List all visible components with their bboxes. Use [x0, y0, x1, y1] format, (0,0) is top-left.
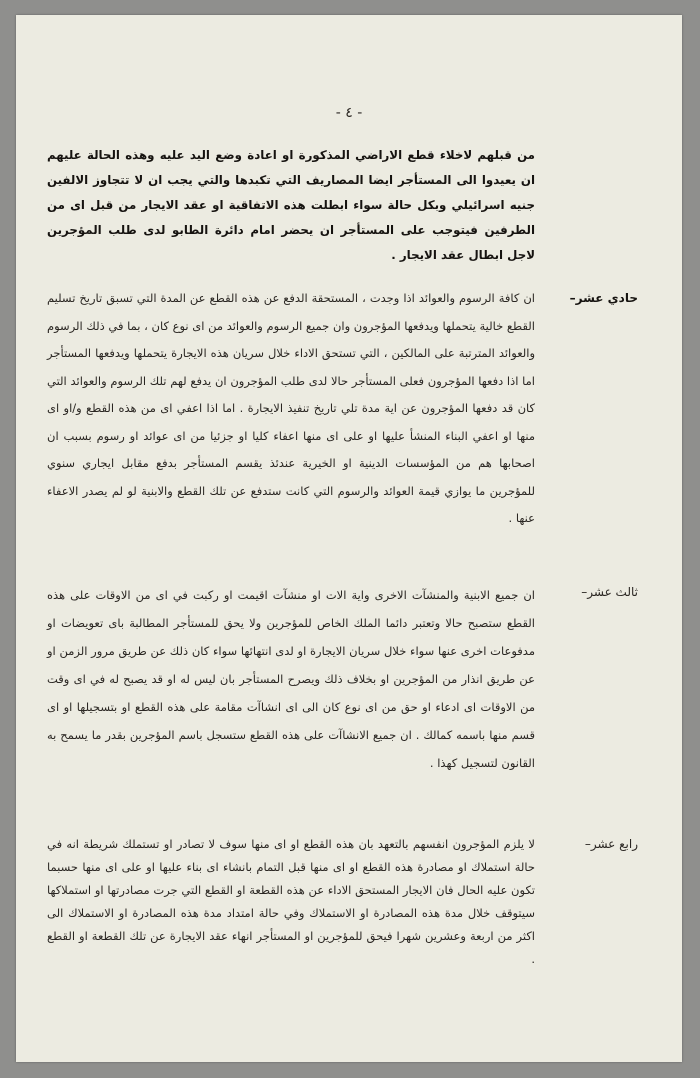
clause-dash: –: [584, 837, 591, 851]
clause-label-text: حادي عشر: [575, 291, 638, 305]
clause-label-eleventh: [538, 291, 638, 305]
clause-thirteenth: [47, 581, 535, 777]
clause-dash: –: [569, 291, 576, 305]
intro-paragraph: [47, 143, 535, 268]
page-number: - ٤ -: [335, 105, 363, 121]
clause-fourteenth: [47, 833, 535, 971]
document-page: [16, 15, 682, 1062]
clause-label-thirteenth: [538, 585, 638, 599]
clause-label-fourteenth: [538, 837, 638, 851]
clause-eleventh: [47, 285, 535, 533]
clause-label-text: ثالث عشر: [587, 585, 638, 599]
clause-text: لا يلزم المؤجرون انفسهم بالتعهد بان هذه القطع او اى منها سوف لا تصادر او تستملك شريطة انه في حالة استملاك او مصادرة هذه القطع او اى منها قبل التمام بانشاء اى بناء عليها او على اى منها حسبما تكون عليه الحال فان الايجار المستحق الاداء عن هذه القطعة او القطع التي جرت مصادرتها او استملاكها سيتوقف خلال مدة هذه المصادرة او الاستملاك وفي حالة امتداد مدة هذه المصادرة او الاستملاك الى اكثر من اربعة وعشرين شهرا فيحق للمؤجرين او المستأجر انهاء عقد الايجارة عن تلك القطعة او القطع .: [47, 837, 535, 966]
clause-dash: –: [581, 585, 588, 599]
clause-text: ان كافة الرسوم والعوائد اذا وجدت ، المستحقة الدفع عن هذه القطع عن المدة التي تسبق تاريخ تسليم القطع خالية يتحملها ويدفعها المؤجرون وان جميع الرسوم والعوائد من اى نوع كان ، بما في ذلك الرسوم والعوائد المترتبة على المالكين ، التي تستحق الاداء خلال سريان هذه الايجارة يتحملها ويدفعها المستأجر اما اذا دفعها المؤجرون فعلى المستأجر حالا لدى طلب المؤجرون ان يدفع لهم تلك الرسوم والعوائد التي كان قد دفعها المؤجرون عن اية مدة تلي تاريخ تنفيذ الايجارة . اما اذا اعفي اى من هذه القطع و/او اى منها او اعفي البناء المنشأ عليها او على اى منها اعفاء كليا او جزئيا من اى عوائد او رسوم بسبب ان اصحابها هم من المؤسسات الدينية او الخيرية عندئذ يقسم المستأجر بدفع مقابل ايجاري سنوي للمؤجرين ما يوازي قيمة العوائد والرسوم التي كانت ستدفع عن تلك القطع والابنية لو لم يصدر الاعفاء عنها .: [47, 291, 535, 525]
clause-text: ان جميع الابنية والمنشآت الاخرى واية الات او منشآت اقيمت او ركبت في اى من الاوقات على هذه القطع ستصبح حالا وتعتبر دائما الملك الخاص للمؤجرين ولا يحق للمستأجر المطالبة باى تعويضات او مدفوعات اخرى عنها سواء خلال سريان الايجارة او لدى انتهائها سواء كان ذلك عن طريق مرور الزمن او عن طريق انذار من المؤجرين او بخلاف ذلك ويصرح المستأجر بان ليس له او قد يصبح له في اى وقت من الاوقات اى ادعاء او حق من اى نوع كان الى اى انشاآت مقامة على هذه القطع او بتسجيلها او اى قسم منها باسمه كمالك . ان جميع الانشاآت على هذه القطع ستسجل باسم المؤجرين بقدر ما يسمح به القانون لتسجيل كهذا .: [47, 588, 535, 770]
clause-label-text: رابع عشر: [590, 837, 638, 851]
intro-paragraph-text: من قبلهم لاخلاء قطع الاراضي المذكورة او اعادة وضع اليد عليه وهذه الحالة عليهم ان يعيدوا الى المستأجر ايضا المصاريف التي تكبدها والتي يجب ان لا تتجاوز الالفين جنيه اسرائيلي وبكل حالة سواء ابطلت هذه الاتفاقية او عقد الايجار من قبل اى من الطرفين فيتوجب على المستأجر ان يحضر امام دائرة الطابو لدى طلب المؤجرين لاجل ابطال عقد الايجار .: [47, 148, 535, 262]
